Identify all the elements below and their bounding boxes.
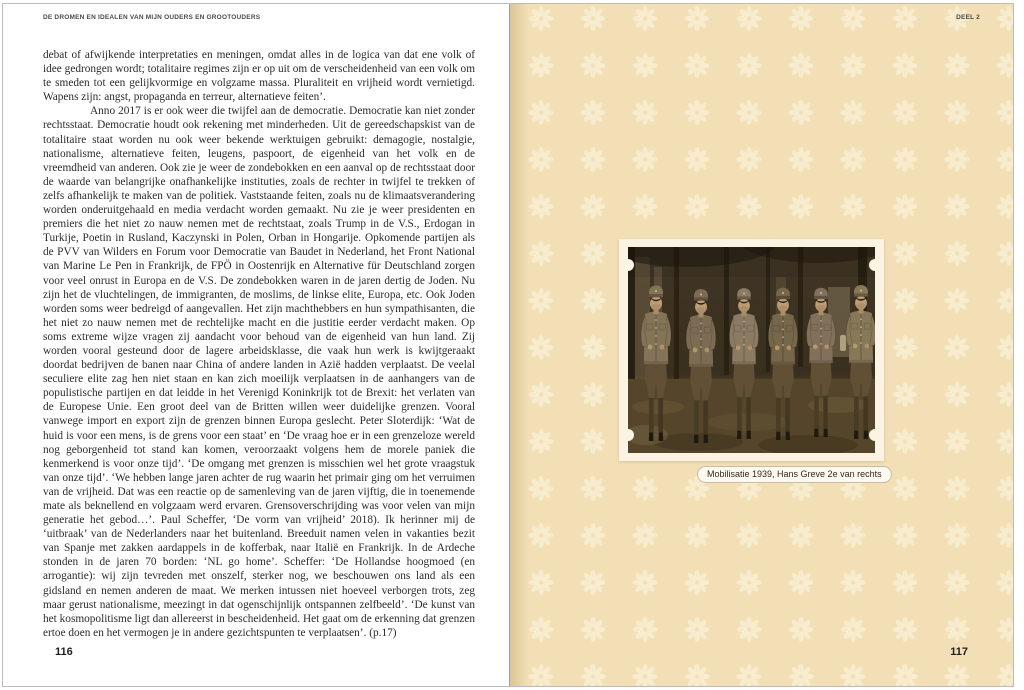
right-page-number: 117: [950, 646, 968, 658]
left-page-number: 116: [55, 646, 73, 658]
left-page: [3, 4, 510, 686]
paragraph-continuation: debat of afwijkende interpretaties en meningen, omdat alles in de logica van dat ene volk of idee gedrongen wordt; totalitaire regimes zijn er op uit om de verscheidenheid van een volk om te smeden tot een gelijkvormige en volgzame massa. Pluraliteit en vrijheid wordt vernietigd. Wapens zijn: angst, propaganda en terreur, alternatieve feiten’.: [43, 49, 475, 104]
left-running-header: DE DROMEN EN IDEALEN VAN MIJN OUDERS EN GROOTOUDERS: [43, 14, 261, 21]
book-spread: [2, 3, 1014, 687]
photo-caption: Mobilisatie 1939, Hans Greve 2e van rechts: [697, 466, 892, 483]
mobilisation-1939-photo: [628, 247, 875, 453]
body-text: [43, 48, 475, 640]
right-running-header: DEEL 2: [956, 14, 980, 21]
photo-frame: [619, 239, 884, 461]
right-page: [510, 4, 1013, 686]
gutter-shadow: [510, 4, 528, 686]
paragraph-anno-2017: Anno 2017 is er ook weer die twijfel aan de democratie. Democratie kan niet zonder rechtsstaat. Democratie houdt ook rekening met minderheden. Uit de gereedschapskist van de totalitaire staat worden nu ook weer bekende werktuigen gebruikt: demagogie, nostalgie, nationalisme, alternatieve feiten, leugens, paspoort, de eigenheid van het volk en de vreemdheid van anderen. Ook zie je weer de zondebokken en een aanval op de rechtsstaat door de waarde van belangrijke onafhankelijke instituties, zoals de rechter in twijfel te trekken of zelfs afhankelijk te maken van de politiek. Vaststaande feiten, zoals nu de klimaatsverandering worden onderuitgehaald en media verdacht worden gemaakt. Nu zie je weer presidenten en premiers die het niet zo nauw nemen met de rechtstaat, zoals Trump in de V.S., Erdogan in Turkije, Poetin in Rusland, Kaczynski in Polen, Orban in Hongarije. Opkomende partijen als de PVV van Wilders en Forum voor Democratie van Baudet in Nederland, het Front National van Marine Le Pen in Frankrijk, de FPÖ in Oostenrijk en Alternative für Deutschland zorgen voor veel onrust in Europa en de V.S. De zondebokken waren in de jaren dertig de Joden. Nu zijn het de vluchtelingen, de immigranten, de moslims, de linkse elite, Europa, etc. Ook Joden worden soms weer bedreigd of aangevallen. Het zijn machthebbers en hun sympathisanten, die het niet zo nauw nemen met de rechtelijke macht en die justitie eerder verdacht maken. Op soms extreme wijze vragen zij aandacht voor behoud van de eigenheid van hun land. Zij worden vooral gesteund door de lagere arbeidsklasse, die vaak hun werk is kwijtgeraakt doordat bedrijven de banen naar China of andere landen in Azië hadden verplaatst. De veelal seculiere elite zag hen niet staan en kan zich moeilijk verplaatsen in de aanhangers van de populistische partijen en dat leidde in het Verenigd Koninkrijk tot de Brexit: het verlaten van de Europese Unie. Een groot deel van de Britten willen weer duidelijke grenzen. Vooral vanwege import en export zijn de grenzen binnen Europa geslecht. Peter Sloterdijk: ‘Wat de huid is voor een mens, is de grens voor een staat’ en ‘De vraag hoe er in een grenzeloze wereld nog geborgenheid tot stand kan komen, veroorzaakt volgens hem de morele paniek die kenmerkend is voor onze tijd’. ‘De omgang met grenzen is misschien wel het grote vraagstuk van onze tijd’. ‘We hebben lange jaren achter de rug waarin het primair ging om het verruimen van de vrijheid. Dat was een reactie op de samenleving van de jaren vijftig, die in toenemende mate als beknellend en volgzaam werd ervaren. Grensoverschrijding was voor velen van mijn generatie het gebod…’. Paul Scheffer, ‘De vorm van vrijheid’ 2018). Ik herinner mij de ‘uitbraak’ van de Nederlanders naar het buitenland. Breeduit namen velen in vakanties bezit van Spanje met zakken aardappels in de kofferbak, naar Italië en Frankrijk. In de Ardeche stonden in de jaren 70 borden: ‘NL go home’. Scheffer: ‘De Hollandse hoogmoed (en arrogantie): wij zijn tevreden met onszelf, sterker nog, we beschouwen ons land als een gidsland en nemen anderen de maat. We merken intussen niet hoeveel verborgen trots, zeg maar gerust nationalisme, meezingt in dat ogenschijnlijk ontspannen zelfbeeld’. ‘De kunst van het kosmopolitisme ligt dan allereerst in bescheidenheid. Het gaat om de erkenning dat grenzen ertoe doen en het vermogen je in andere gezichtspunten te verplaatsen’. (p.17): [43, 105, 475, 639]
